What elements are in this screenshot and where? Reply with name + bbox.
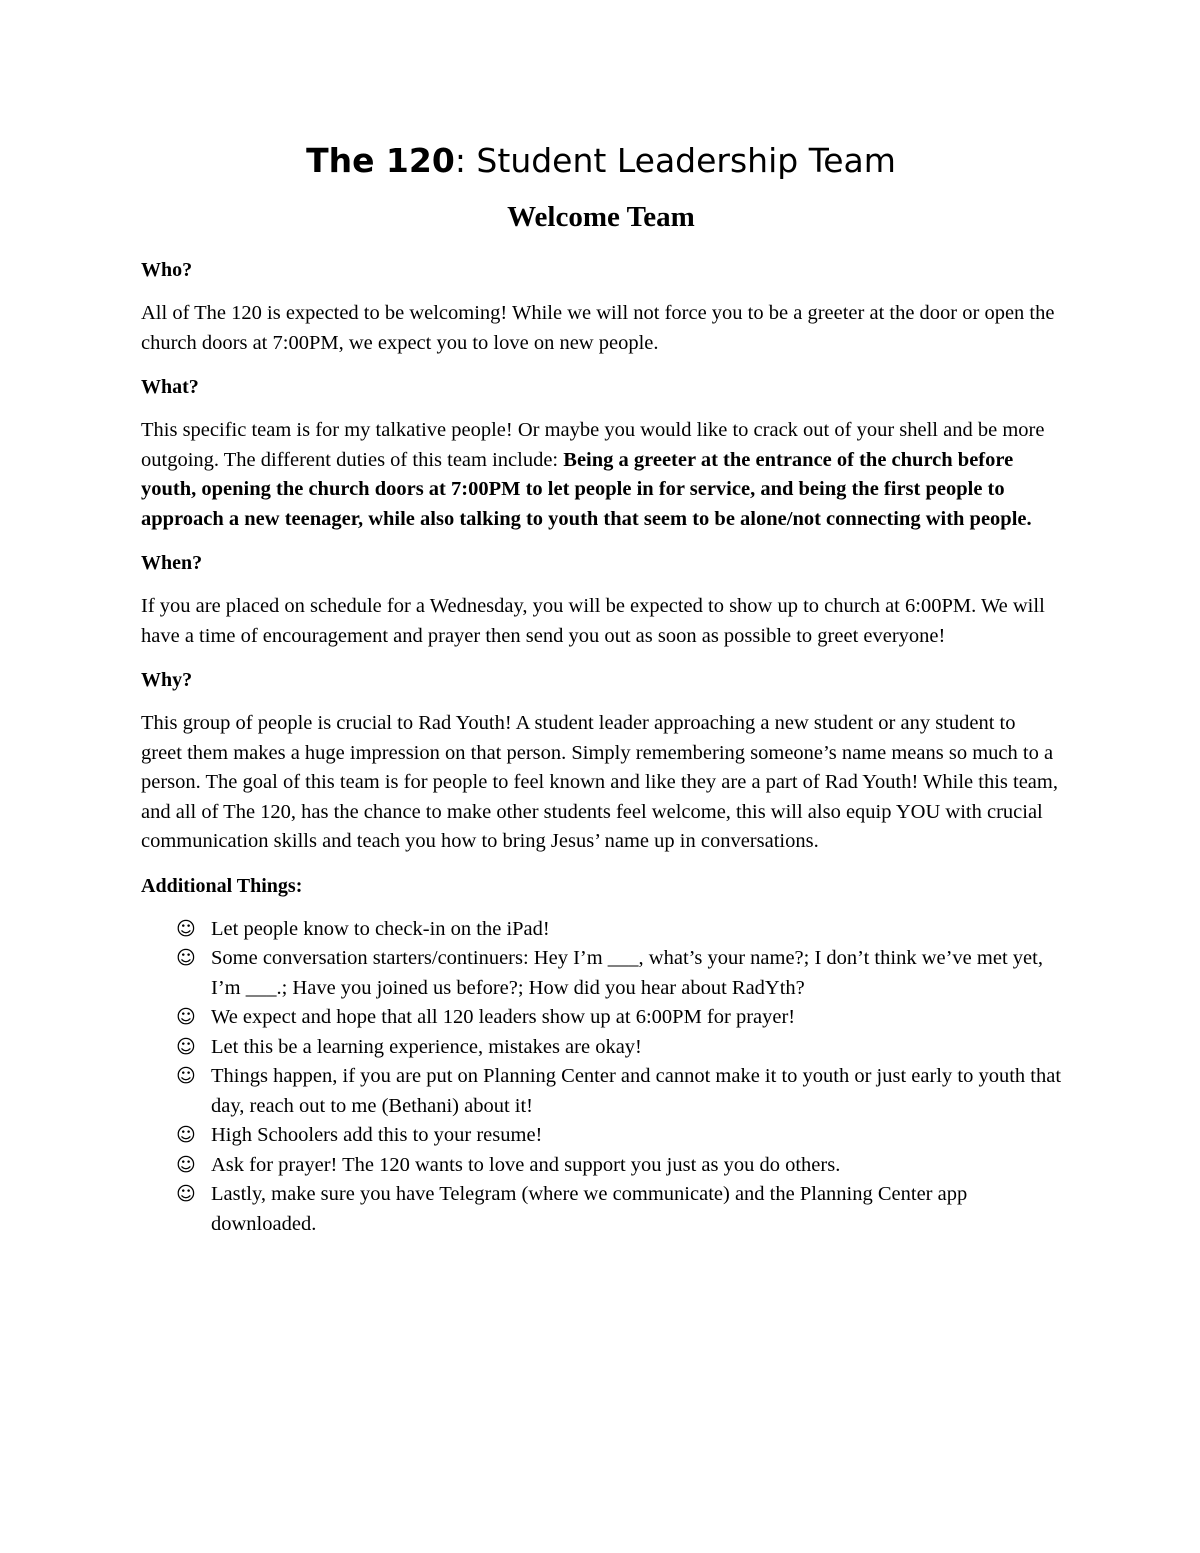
list-item-text: Things happen, if you are put on Planning Center and cannot make it to youth or just early to youth that day, reach out to me (Bethani) about it! bbox=[211, 1065, 1062, 1117]
smiley-icon: ☺ bbox=[176, 1153, 196, 1176]
section-additional bbox=[141, 872, 1061, 1240]
list-item-text: Ask for prayer! The 120 wants to love and support you just as you do others. bbox=[211, 1153, 841, 1176]
smiley-icon: ☺ bbox=[176, 1124, 196, 1146]
list-item bbox=[141, 1033, 1061, 1063]
section-heading: What? bbox=[141, 376, 199, 398]
list-item bbox=[141, 915, 1061, 945]
list-item bbox=[141, 1180, 1061, 1239]
list-item bbox=[141, 944, 1061, 1003]
section-text-bold: Being a greeter at the entrance of the church before youth, opening the church doors at 7:00PM to let people in for service, and being the first people to approach a new teenager, while also talking to youth that seem to be alone/not connecting with people. bbox=[141, 448, 1032, 530]
page-subtitle: Welcome Team bbox=[507, 201, 695, 233]
section-text: All of The 120 is expected to be welcoming! While we will not force you to be a greeter at the door or open the church doors at 7:00PM, we expect you to love on new people. bbox=[141, 302, 1055, 354]
list-item-text: Let this be a learning experience, mistakes are okay! bbox=[211, 1035, 642, 1058]
title-bold-part: The 120 bbox=[306, 141, 455, 180]
smiley-icon: ☺ bbox=[176, 1065, 196, 1087]
list-item bbox=[141, 1062, 1061, 1121]
list-item-text: We expect and hope that all 120 leaders show up at 6:00PM for prayer! bbox=[211, 1006, 796, 1028]
section-text bbox=[141, 416, 1061, 534]
additional-list bbox=[141, 915, 1061, 1240]
section-what bbox=[141, 373, 1061, 534]
section-text: If you are placed on schedule for a Wednesday, you will be expected to show up to church at 6:00PM. We will have a time of encouragement and prayer then send you out as soon as possible to greet everyone! bbox=[141, 595, 1045, 647]
list-item-text: Let people know to check-in on the iPad! bbox=[211, 917, 550, 940]
section-text: This group of people is crucial to Rad Youth! A student leader approaching a new student or any student to greet them makes a huge impression on that person. Simply remembering someone’s name means so much to a person. The goal of this team is for people to feel known and like they are a part of Rad Youth! While this team, and all of The 120, has the chance to make other students feel welcome, this will also equip YOU with crucial communication skills and teach you how to bring Jesus’ name up in conversations. bbox=[141, 712, 1058, 852]
list-item-text: Lastly, make sure you have Telegram (where we communicate) and the Planning Center app downloaded. bbox=[211, 1183, 968, 1235]
section-text-plain: This specific team is for my talkative people! Or maybe you would like to crack out of your shell and be more outgoing. The different duties of this team include: bbox=[141, 419, 1045, 471]
title-rest: : Student Leadership Team bbox=[454, 141, 896, 180]
smiley-icon: ☺ bbox=[176, 947, 196, 969]
list-item bbox=[141, 1151, 1061, 1181]
smiley-icon: ☺ bbox=[176, 1035, 196, 1058]
smiley-icon: ☺ bbox=[176, 917, 196, 940]
section-who bbox=[141, 256, 1061, 358]
list-item-text: Some conversation starters/continuers: Hey I’m ___, what’s your name?; I don’t think we’ve met yet, I’m ___.; Have you joined us before?; How did you hear about RadYth? bbox=[211, 947, 1043, 999]
section-when bbox=[141, 549, 1061, 651]
section-heading: Why? bbox=[141, 669, 193, 691]
document-body bbox=[141, 138, 1061, 1239]
list-item bbox=[141, 1003, 1061, 1033]
section-heading: When? bbox=[141, 552, 203, 574]
section-heading: Additional Things: bbox=[141, 874, 303, 897]
section-why bbox=[141, 666, 1061, 857]
list-item bbox=[141, 1121, 1061, 1151]
list-item-text: High Schoolers add this to your resume! bbox=[211, 1124, 543, 1146]
smiley-icon: ☺ bbox=[176, 1183, 196, 1205]
page-title bbox=[141, 138, 1061, 184]
section-heading: Who? bbox=[141, 259, 193, 281]
smiley-icon: ☺ bbox=[176, 1006, 196, 1028]
